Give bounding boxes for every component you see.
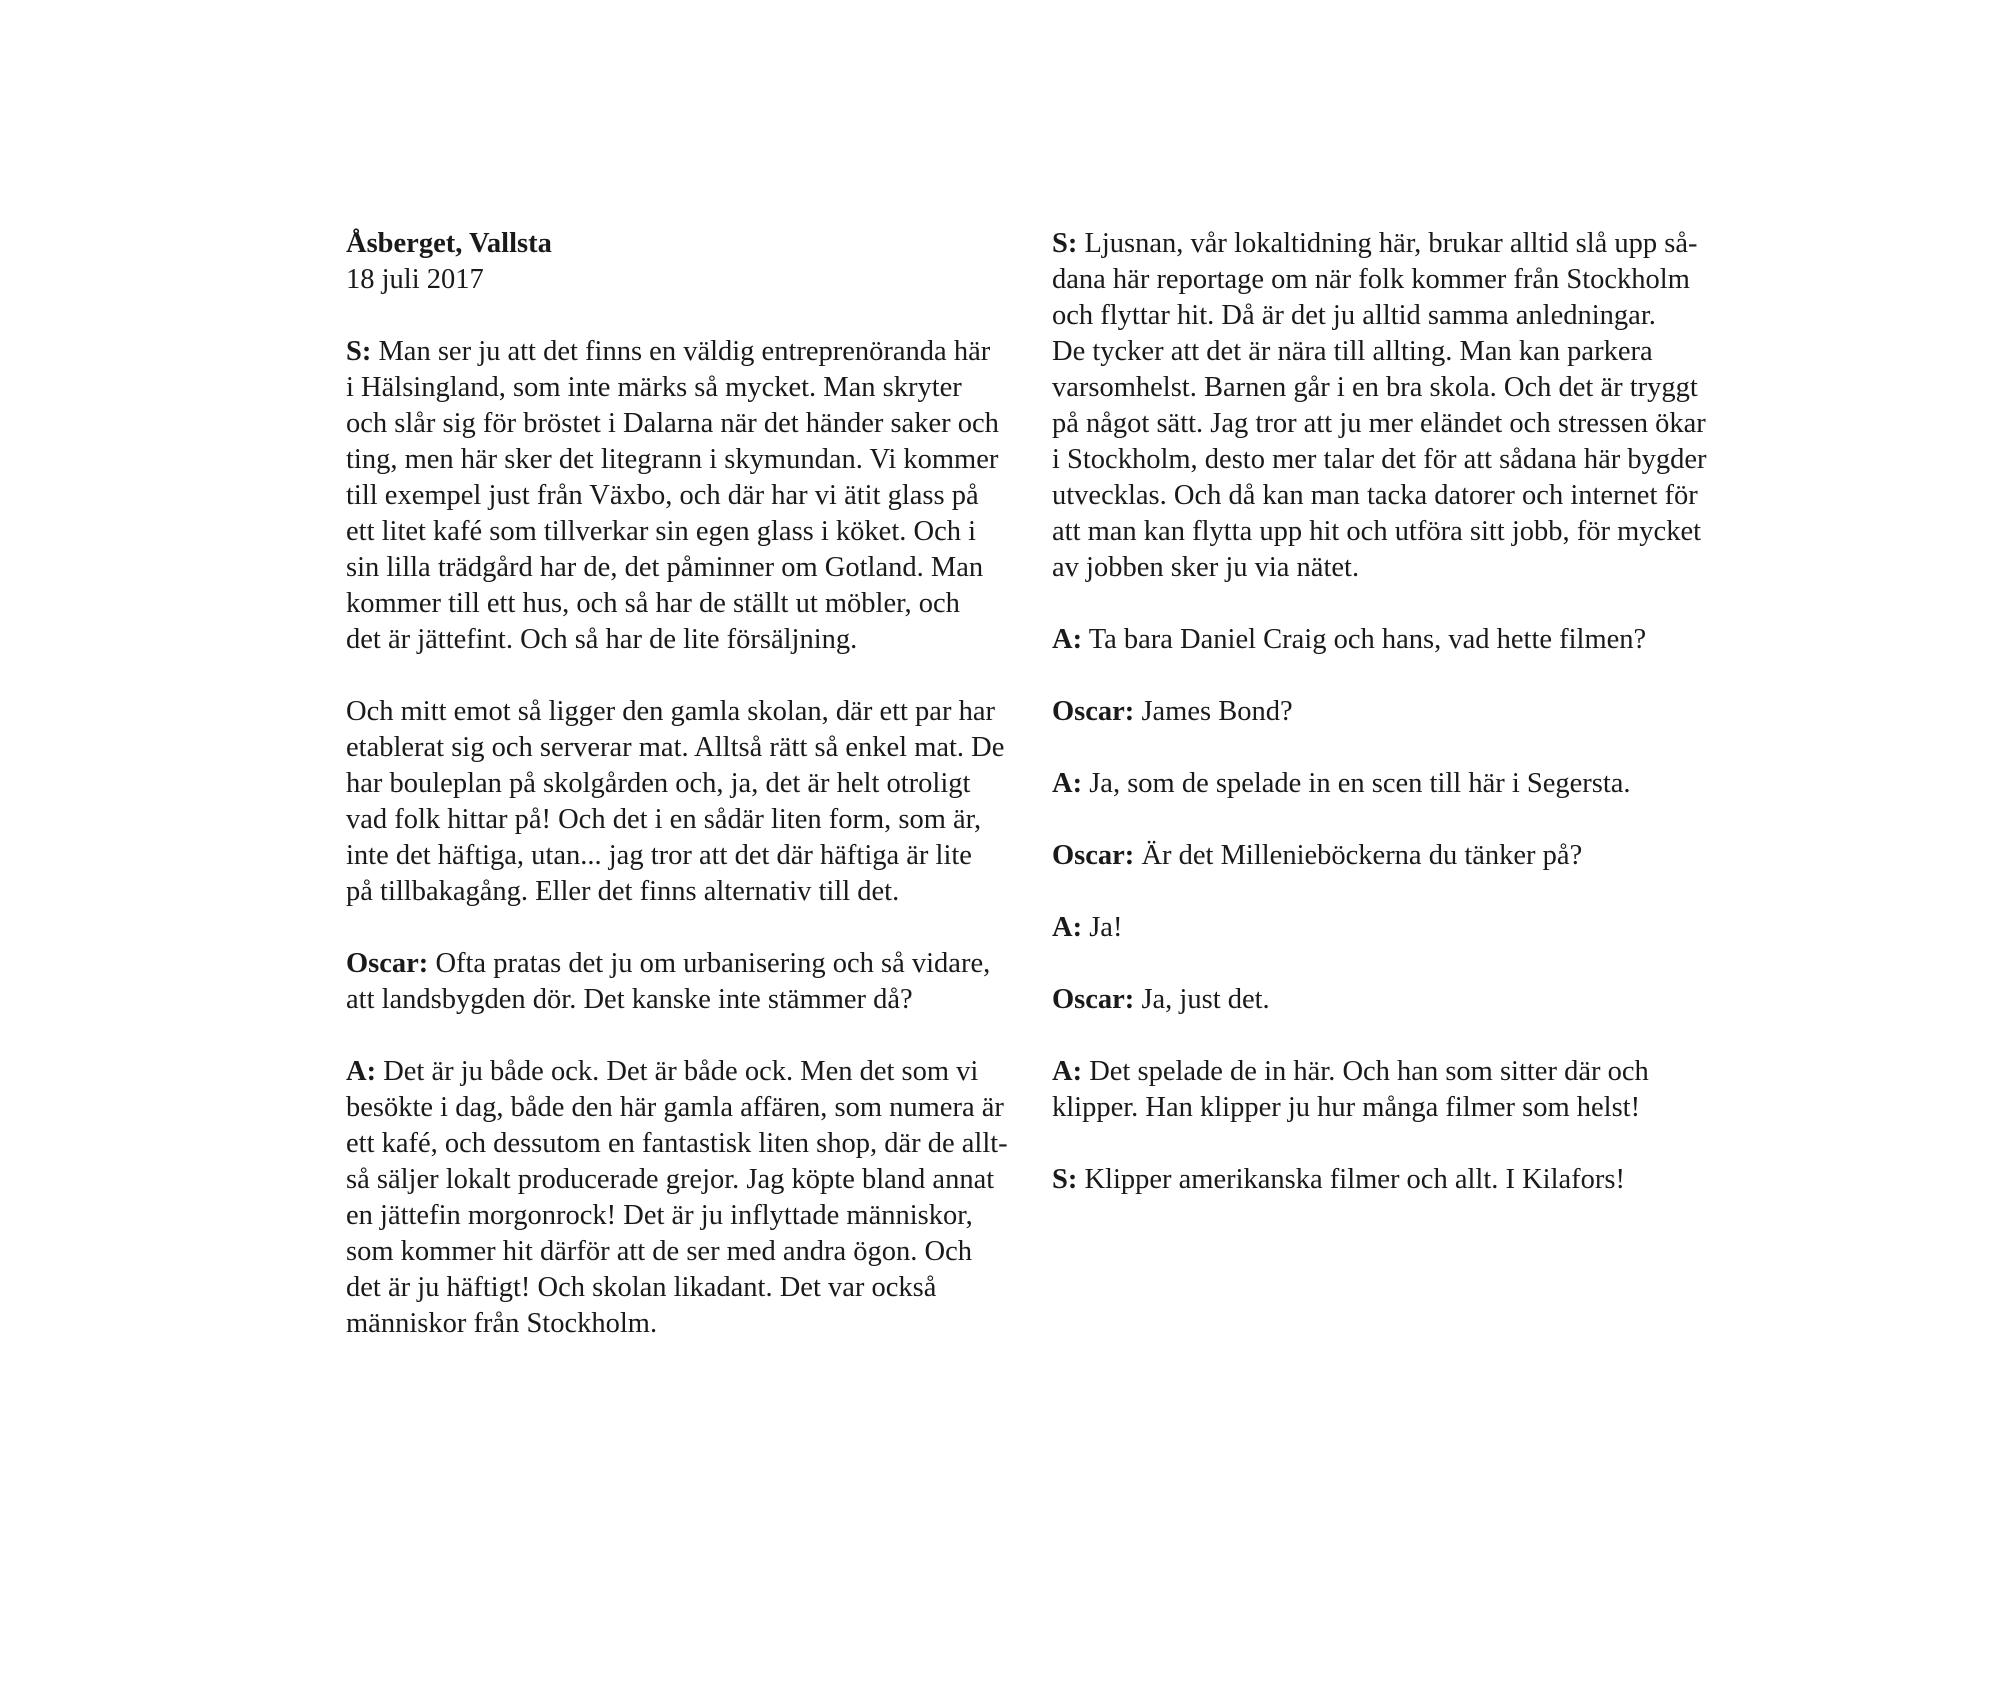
text-line (1052, 982, 1742, 1018)
text-line (346, 514, 1036, 550)
line-text: klipper. Han klipper ju hur många filmer som helst! (1052, 1092, 1641, 1123)
dialogue-paragraph (346, 694, 1036, 910)
dialogue-paragraph (1052, 1162, 1742, 1198)
text-line (346, 766, 1036, 802)
text-line (1052, 1090, 1742, 1126)
text-line (1052, 370, 1742, 406)
speaker-label: S: (1052, 228, 1078, 259)
line-text: Ofta pratas det ju om urbanisering och så vidare, (435, 948, 991, 979)
text-line (346, 1054, 1036, 1090)
text-line (346, 838, 1036, 874)
line-text: Ljusnan, vår lokaltidning här, brukar alltid slå upp så- (1084, 228, 1698, 259)
text-line (1052, 910, 1742, 946)
dialogue-paragraph (346, 1054, 1036, 1342)
line-text: människor från Stockholm. (346, 1308, 658, 1339)
line-text: Det är ju både ock. Det är både ock. Men det som vi (383, 1056, 979, 1087)
line-text: Det spelade de in här. Och han som sitter där och (1089, 1056, 1649, 1087)
line-text: De tycker att det är nära till allting. Man kan parkera (1052, 336, 1653, 367)
line-text: att man kan flytta upp hit och utföra sitt jobb, för mycket (1052, 516, 1702, 547)
line-text: det är ju häftigt! Och skolan likadant. Det var också (346, 1272, 937, 1303)
text-line (346, 874, 1036, 910)
text-line (1052, 1054, 1742, 1090)
line-text: James Bond? (1141, 696, 1293, 727)
text-line (1052, 1162, 1742, 1198)
text-line (346, 802, 1036, 838)
line-text: på något sätt. Jag tror att ju mer eländet och stressen ökar (1052, 408, 1706, 439)
line-text: etablerat sig och serverar mat. Alltså rätt så enkel mat. De (346, 732, 1005, 763)
text-line (346, 982, 1036, 1018)
speaker-label: A: (1052, 624, 1083, 655)
line-text: Klipper amerikanska filmer och allt. I Kilafors! (1084, 1164, 1625, 1195)
line-text: Och mitt emot så ligger den gamla skolan, där ett par har (346, 696, 995, 727)
dialogue-paragraph (1052, 766, 1742, 802)
line-text: har bouleplan på skolgården och, ja, det är helt otroligt (346, 768, 971, 799)
line-text: varsomhelst. Barnen går i en bra skola. Och det är tryggt (1052, 372, 1698, 403)
dialogue-paragraph (1052, 226, 1742, 586)
dialogue-paragraph (1052, 694, 1742, 730)
line-text: besökte i dag, både den här gamla affären, som numera är (346, 1092, 1004, 1123)
text-line (346, 946, 1036, 982)
text-line (1052, 298, 1742, 334)
dialogue-paragraph (1052, 1054, 1742, 1126)
text-line (346, 370, 1036, 406)
line-text: av jobben sker ju via nätet. (1052, 552, 1360, 583)
line-text: kommer till ett hus, och så har de ställt ut möbler, och (346, 588, 960, 619)
text-line (1052, 550, 1742, 586)
text-line (1052, 478, 1742, 514)
dialogue-paragraph (346, 946, 1036, 1018)
speaker-label: A: (1052, 768, 1083, 799)
line-text: som kommer hit därför att de ser med andra ögon. Och (346, 1236, 973, 1267)
dialogue-paragraph (1052, 982, 1742, 1018)
line-text: vad folk hittar på! Och det i en sådär liten form, som är, (346, 804, 982, 835)
line-text: utvecklas. Och då kan man tacka datorer och internet för (1052, 480, 1698, 511)
line-text: i Stockholm, desto mer talar det för att sådana här bygder (1052, 444, 1707, 475)
line-text: ett kafé, och dessutom en fantastisk liten shop, där de allt- (346, 1128, 1008, 1159)
speaker-label: Oscar: (1052, 984, 1135, 1015)
line-text: en jättefin morgonrock! Det är ju inflyttade människor, (346, 1200, 973, 1231)
speaker-label: S: (1052, 1164, 1078, 1195)
speaker-label: S: (346, 336, 372, 367)
line-text: till exempel just från Växbo, och där har vi ätit glass på (346, 480, 979, 511)
right-column (1052, 226, 1742, 1234)
left-column (346, 226, 1036, 1378)
line-text: Man ser ju att det finns en väldig entreprenöranda här (378, 336, 991, 367)
document-header (346, 226, 1036, 298)
text-line (346, 478, 1036, 514)
text-line (346, 586, 1036, 622)
text-line (346, 1126, 1036, 1162)
text-line (1052, 766, 1742, 802)
text-line (1052, 838, 1742, 874)
line-text: och slår sig för bröstet i Dalarna när det händer saker och (346, 408, 999, 439)
line-text: Ja, just det. (1141, 984, 1270, 1015)
text-line (1052, 226, 1742, 262)
line-text: Är det Millenieböckerna du tänker på? (1141, 840, 1583, 871)
text-line (1052, 334, 1742, 370)
line-text: så säljer lokalt producerade grejor. Jag köpte bland annat (346, 1164, 995, 1195)
text-line (346, 406, 1036, 442)
dialogue-paragraph (1052, 910, 1742, 946)
text-line (346, 1234, 1036, 1270)
line-text: ett litet kafé som tillverkar sin egen glass i köket. Och i (346, 516, 977, 547)
line-text: och flyttar hit. Då är det ju alltid samma anledningar. (1052, 300, 1656, 331)
text-line (346, 1198, 1036, 1234)
speaker-label: A: (1052, 1056, 1083, 1087)
text-line (346, 550, 1036, 586)
text-line (346, 1162, 1036, 1198)
text-line (1052, 694, 1742, 730)
text-line (346, 1270, 1036, 1306)
text-line (346, 442, 1036, 478)
line-text: det är jättefint. Och så har de lite försäljning. (346, 624, 858, 655)
dialogue-paragraph (1052, 622, 1742, 658)
line-text: ting, men här sker det litegrann i skymundan. Vi kommer (346, 444, 999, 475)
speaker-label: Oscar: (1052, 840, 1135, 871)
line-text: inte det häftiga, utan... jag tror att det där häftiga är lite (346, 840, 972, 871)
text-line (346, 694, 1036, 730)
line-text: sin lilla trädgård har de, det påminner om Gotland. Man (346, 552, 984, 583)
speaker-label: A: (346, 1056, 377, 1087)
line-text: Ja! (1089, 912, 1123, 943)
text-line (1052, 406, 1742, 442)
text-line (346, 1306, 1036, 1342)
speaker-label: A: (1052, 912, 1083, 943)
dialogue-paragraph (346, 334, 1036, 658)
speaker-label: Oscar: (346, 948, 429, 979)
date-line: 18 juli 2017 (346, 264, 484, 295)
text-line (1052, 262, 1742, 298)
location-title: Åsberget, Vallsta (346, 228, 552, 259)
line-text: på tillbakagång. Eller det finns alternativ till det. (346, 876, 900, 907)
text-line (346, 730, 1036, 766)
line-text: i Hälsingland, som inte märks så mycket. Man skryter (346, 372, 962, 403)
text-line (1052, 622, 1742, 658)
text-line (346, 1090, 1036, 1126)
text-line (346, 334, 1036, 370)
text-line (1052, 442, 1742, 478)
line-text: att landsbygden dör. Det kanske inte stämmer då? (346, 984, 913, 1015)
line-text: Ja, som de spelade in en scen till här i Segersta. (1089, 768, 1631, 799)
text-line (346, 622, 1036, 658)
text-line (1052, 514, 1742, 550)
speaker-label: Oscar: (1052, 696, 1135, 727)
dialogue-paragraph (1052, 838, 1742, 874)
line-text: dana här reportage om när folk kommer från Stockholm (1052, 264, 1690, 295)
line-text: Ta bara Daniel Craig och hans, vad hette filmen? (1088, 624, 1647, 655)
